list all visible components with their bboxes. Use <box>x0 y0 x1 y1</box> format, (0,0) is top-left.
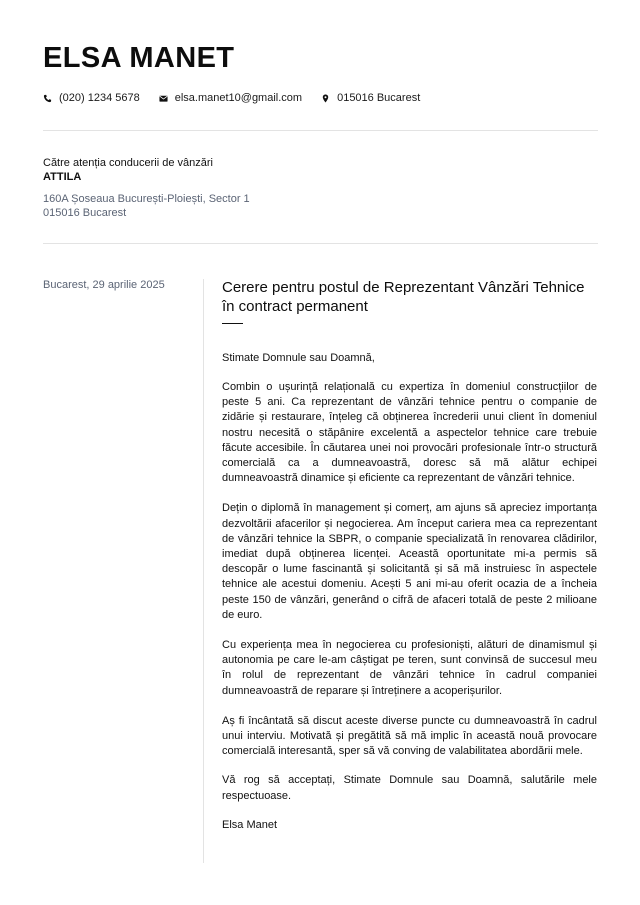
letter-closing: Vă rog să acceptați, Stimate Domnule sau Doamnă, salutările mele respectuoase. <box>222 774 597 802</box>
letter-paragraph: Cu experiența mea în negocierea cu profesioniști, alături de dinamismul și autonomia pe care le-am câștigat pe teren, sunt convinsă de succesul meu în rolul de reprezentant de vânzări tehnice în cadrul companiei dumneavoastră de reparare și întreținere a acoperișurilor. <box>222 639 597 697</box>
divider-top <box>43 130 598 131</box>
divider-middle <box>43 243 598 244</box>
letter-salutation: Stimate Domnule sau Doamnă, <box>222 352 375 364</box>
recipient-address-line1: 160A Șoseaua București-Ploiești, Sector 1 <box>43 193 250 205</box>
email-address: elsa.manet10@gmail.com <box>174 92 303 104</box>
recipient-block <box>43 156 250 220</box>
letter-paragraph: Combin o ușurință relațională cu expertiza în domeniul construcțiilor de peste 5 ani. Ca reprezentant de vânzări tehnice pentru o companie de zidărie și restaurare, înțeleg că obținerea încrederii unui client în domeniul nostru necesită o stăpânire excelentă a aspectelor tehnice care trebuie făcute accesibile. În căutarea unei noi provocări profesionale într-o structură comercială ca a dumneavoastră, doresc să mă alătur echipei dumneavoastră dinamice și eficiente ca reprezentant de vânzări tehnice. <box>222 381 597 485</box>
letter-subject: Cerere pentru postul de Reprezentant Vânzări Tehnice în contract permanent <box>222 279 585 315</box>
applicant-name: ELSA MANET <box>43 42 235 74</box>
location-pin-icon <box>321 94 330 103</box>
contact-email[interactable] <box>159 92 302 104</box>
phone-icon <box>43 94 52 103</box>
letter-paragraph: Dețin o diplomă în management și comerț, am ajuns să apreciez importanța dezvoltării afacerilor și negocierea. Am început cariera mea ca reprezentant de vânzări tehnice la SBPR, o companie specializată în renovarea clădirilor, imediat după obținerea licenței. Această oportunitate mi-a permis să descopăr o lume fascinantă și solicitantă și să mă instruiesc în aspectele tehnice ale acestui domeniu. Acești 5 ani mi-au oferit ocazia de a încheia peste 150 de vânzări, generând o cifră de afaceri totală de peste 2 milioane de euro. <box>222 502 597 621</box>
contact-phone[interactable] <box>43 92 140 104</box>
letter-signature: Elsa Manet <box>222 818 278 831</box>
location-text: 015016 Bucarest <box>337 92 421 104</box>
phone-number: (020) 1234 5678 <box>59 92 140 104</box>
recipient-attention: Către atenția conducerii de vânzări <box>43 157 213 169</box>
recipient-company: ATTILA <box>43 171 82 183</box>
contact-row <box>43 90 439 106</box>
column-divider <box>203 279 204 863</box>
letter-paragraph: Aș fi încântată să discut aceste diverse puncte cu dumneavoastră în cadrul unui interviu. Motivată și pregătită să mă implic în această nouă provocare comercială interesantă, sper să vă conving de valabilitatea abordării mele. <box>222 714 597 758</box>
mail-icon <box>159 94 168 103</box>
subject-underline <box>222 323 243 324</box>
letter-date: Bucarest, 29 aprilie 2025 <box>43 279 165 291</box>
letter-body <box>222 278 597 833</box>
contact-location <box>321 92 420 104</box>
recipient-address-line2: 015016 Bucarest <box>43 207 127 219</box>
